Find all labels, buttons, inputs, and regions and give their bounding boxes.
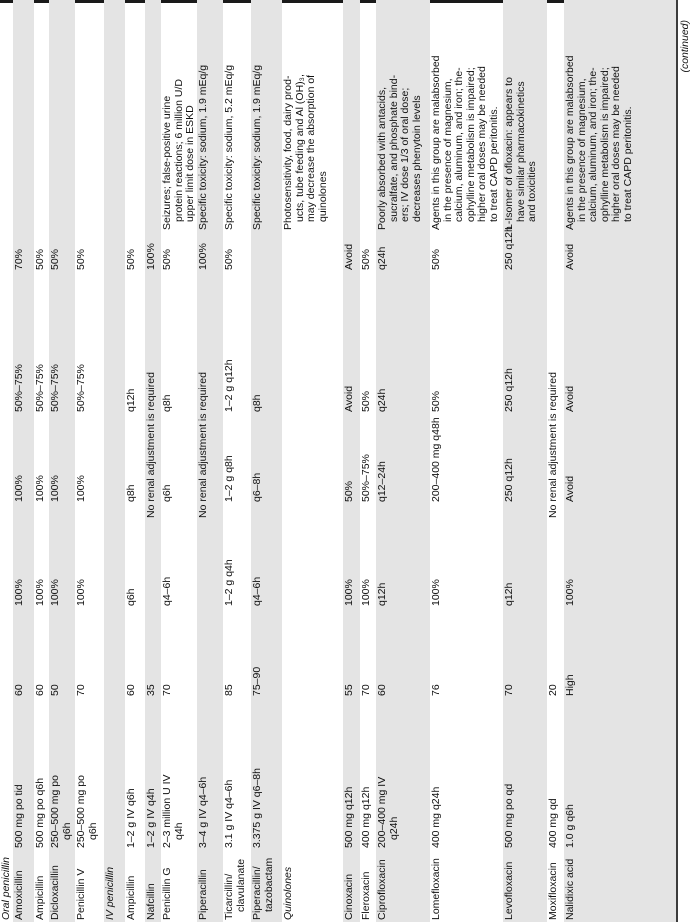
renal-excretion-cell: 60 <box>125 684 137 696</box>
cell-line: Ticarcillin/ <box>223 873 235 920</box>
adjust-col1-cell: q6h <box>125 588 137 606</box>
cell-line: 400 mg qd <box>547 798 559 848</box>
drug-row-ampicillin-oral <box>34 0 49 922</box>
adjust-col4-cell: q24h <box>376 246 388 270</box>
adjust-col4-cell: 250 q12h <box>503 226 515 270</box>
cell-line: q6h <box>60 822 73 840</box>
cell-line: Penicillin G <box>161 867 173 920</box>
dose-cell <box>35 778 47 848</box>
cell-line: Ciprofloxacin <box>376 859 388 920</box>
cell-line: higher oral doses may be needed <box>476 66 488 222</box>
adjust-col2-cell: 100% <box>75 475 87 502</box>
cell-line: Dicloxacillin <box>49 865 61 920</box>
renal-excretion-cell: 70 <box>360 684 372 696</box>
cell-line: 1–2 g IV q6h <box>125 788 137 848</box>
adjust-col1-cell: 100% <box>13 579 25 606</box>
adjust-col3-cell: 50%–75% <box>75 364 87 412</box>
section-header <box>283 867 295 920</box>
cell-line: Specific toxicity: sodium, 1.9 mEq/g <box>197 64 209 230</box>
cell-line: quinolones <box>316 171 329 222</box>
adjust-col2-cell: 100% <box>34 475 46 502</box>
adjust-col4-cell: 50% <box>75 248 87 270</box>
drug-name <box>146 883 158 920</box>
cell-line: Nalidixic acid <box>564 858 576 920</box>
dose-cell <box>198 777 210 848</box>
cell-line: to treat CAPD peritonitis. <box>621 106 634 222</box>
adjust-col4-cell: 50% <box>223 248 235 270</box>
cell-line: 250–500 mg po <box>75 775 87 848</box>
dose-cell <box>14 784 26 848</box>
adjust-col2-cell: q6–8h <box>251 472 263 502</box>
cell-line: upper limit dose in ESKD <box>184 105 196 222</box>
adjust-col1-cell: 100% <box>49 579 61 606</box>
renal-excretion-cell: 70 <box>161 684 173 696</box>
dose-cell <box>126 788 138 848</box>
cell-line: 500 mg q12h <box>343 786 355 848</box>
renal-excretion-cell: 20 <box>547 684 559 696</box>
dose-cell <box>361 787 373 848</box>
cell-line: in the presence of magnesium, <box>575 78 588 222</box>
adjust-col4-cell: Avoid <box>343 243 355 270</box>
adjust-col3-cell: 50% <box>430 390 442 412</box>
no-adjustment-span-cell: No renal adjustment is required <box>547 372 559 518</box>
cell-line: 250–500 mg po <box>49 775 61 848</box>
drug-name <box>377 859 389 920</box>
cell-line: calcium, aluminum, and iron; the- <box>453 67 465 222</box>
dose-cell <box>162 774 185 848</box>
cell-line: Moxifloxacin <box>547 862 559 920</box>
dose-cell <box>504 784 516 848</box>
cell-line: to treat CAPD peritonitis. <box>487 106 500 222</box>
cell-line: q24h <box>387 816 400 840</box>
section-row-iv-penicillin <box>104 0 125 922</box>
adjust-col2-cell: 100% <box>49 475 61 502</box>
cell-line: Ampicillin <box>34 875 46 920</box>
drug-row-amoxicillin <box>13 0 34 922</box>
adjust-col3-cell: q24h <box>376 388 388 412</box>
adjust-col1-cell: 100% <box>75 579 87 606</box>
section-header <box>1 857 13 920</box>
cell-line: protein reactions; 6 million U/D <box>172 79 185 222</box>
cell-line: L-Isomer of ofloxacin: appears to <box>503 77 515 230</box>
adjust-col3-cell: Avoid <box>564 385 576 412</box>
renal-excretion-cell: 60 <box>376 684 388 696</box>
cell-line: 2–3 million U IV <box>161 774 173 848</box>
drug-row-fleroxacin <box>360 0 376 922</box>
renal-excretion-cell: 70 <box>75 684 87 696</box>
cell-line: Specific toxicity: sodium, 5.2 mEq/g <box>223 64 235 230</box>
drug-row-ampicillin-iv <box>125 0 145 922</box>
cell-line: ers; IV dose 1/3 of oral dose; <box>399 87 411 222</box>
adjust-col4-cell: 50% <box>34 248 46 270</box>
section-row-quinolones <box>282 0 343 922</box>
cell-line: Fleroxacin <box>360 871 372 920</box>
adjust-col2-cell: 50% <box>343 480 355 502</box>
renal-excretion-cell: 75–90 <box>251 666 263 696</box>
cell-line: Piperacillin/ <box>251 866 263 920</box>
adjust-col3-cell: Avoid <box>343 385 355 412</box>
adjust-col4-cell: 50% <box>125 248 137 270</box>
comment-cell <box>224 65 236 230</box>
comment-cell <box>431 55 500 230</box>
drug-name <box>76 869 88 920</box>
adjust-col4-cell: Avoid <box>564 243 576 270</box>
drug-name <box>14 870 26 920</box>
adjust-col1-cell: q4–6h <box>161 576 173 606</box>
adjust-col4-cell: 50% <box>49 248 61 270</box>
drug-name <box>344 874 356 920</box>
adjust-col3-cell: 250 q12h <box>503 368 515 412</box>
cell-line: ucts, tube feeding and Al (OH)₃, <box>293 74 306 222</box>
cell-line: Oral penicillin <box>0 856 12 920</box>
cell-line: Amoxicillin <box>13 870 25 920</box>
cell-line: in the presence of magnesium, <box>441 78 454 222</box>
drug-row-penicillin-v <box>75 0 104 922</box>
section-header <box>105 867 117 920</box>
cell-line: Agents in this group are malabsorbed <box>430 55 442 230</box>
cell-line: clavulanate <box>234 858 247 912</box>
cell-line: ophylline metabolism is impaired; <box>598 67 611 222</box>
cell-line: IV penicillin <box>104 866 116 920</box>
cell-line: Agents in this group are malabsorbed <box>564 55 576 230</box>
adjust-col1-cell: 1–2 g q4h <box>223 559 235 606</box>
cell-line: sucralfate, and phosphate bind- <box>387 74 400 222</box>
cell-line: 200–400 mg IV <box>376 776 388 848</box>
cell-line: Seizures; false-positive urine <box>161 95 173 230</box>
adjust-col2-cell: q12–24h <box>376 461 388 502</box>
drug-name <box>126 876 138 920</box>
cell-line: tazobactam <box>262 857 275 912</box>
renal-excretion-cell: High <box>564 674 576 696</box>
adjust-col2-cell: 200–400 mg q48h <box>430 417 442 502</box>
comment-cell <box>565 55 634 230</box>
adjust-col4-cell: 70% <box>13 248 25 270</box>
renal-excretion-cell: 55 <box>343 684 355 696</box>
dose-cell <box>76 775 99 848</box>
drug-name <box>361 872 373 920</box>
no-adjustment-span-cell: No renal adjustment is required <box>197 372 209 518</box>
drug-row-levofloxacin <box>503 0 547 922</box>
adjust-col3-cell: 50%–75% <box>49 364 61 412</box>
renal-excretion-cell: 76 <box>430 684 442 696</box>
cell-line: 400 mg q24h <box>430 786 442 848</box>
cell-line: may decrease the absorption of <box>305 74 317 222</box>
cell-line: 3–4 g IV q4–6h <box>197 776 209 848</box>
adjust-col2-cell: 100% <box>13 475 25 502</box>
dose-cell <box>548 798 560 848</box>
renal-excretion-cell: 35 <box>145 684 157 696</box>
comment-cell <box>198 65 210 230</box>
adjust-col1-cell: 100% <box>360 579 372 606</box>
drug-row-piperacillin-tazobactam <box>251 0 282 922</box>
comment-cell <box>162 79 197 230</box>
adjust-col2-cell: 50%–75% <box>360 454 372 502</box>
cell-line: q4h <box>172 822 185 840</box>
comment-cell <box>283 74 329 230</box>
adjust-col1-cell: q4–6h <box>251 576 263 606</box>
adjust-col1-cell: 100% <box>34 579 46 606</box>
cell-line: decreases phenytoin levels <box>410 95 423 222</box>
dose-cell <box>50 775 73 848</box>
adjust-col3-cell: q12h <box>125 388 137 412</box>
adjust-col2-cell: 1–2 g q8h <box>223 455 235 502</box>
cell-line: Specific toxicity: sodium, 1.9 mEq/g <box>251 64 263 230</box>
cell-line: Quinolones <box>282 866 294 920</box>
dose-cell <box>252 768 264 848</box>
cell-line: Penicillin V <box>75 868 87 920</box>
cell-line: have similar pharmacokinetics <box>514 81 527 222</box>
no-adjustment-span-cell: No renal adjustment is required <box>145 372 157 518</box>
cell-line: 1.0 g q6h <box>564 804 576 848</box>
adjust-col4-cell: 50% <box>430 248 442 270</box>
drug-row-nalidixic-acid <box>564 0 676 922</box>
drug-row-ciprofloxacin <box>376 0 430 922</box>
comment-cell <box>504 77 539 230</box>
renal-excretion-cell: 60 <box>34 684 46 696</box>
cell-line: 500 mg po qd <box>503 783 515 848</box>
drug-row-piperacillin <box>197 0 223 922</box>
drug-row-lomefloxacin <box>430 0 503 922</box>
renal-excretion-cell: 50 <box>49 684 61 696</box>
drug-name <box>504 862 516 920</box>
drug-name <box>565 859 577 920</box>
cell-line: Nafcillin <box>145 883 157 920</box>
renal-excretion-cell: 85 <box>223 684 235 696</box>
drug-name <box>431 858 443 920</box>
cell-line: 500 mg po tid <box>13 784 25 848</box>
adjust-col3-cell: q8h <box>161 394 173 412</box>
comment-cell <box>252 65 264 230</box>
cell-line: higher oral doses may be needed <box>610 66 622 222</box>
cell-line: 400 mg q12h <box>360 786 372 848</box>
cell-line: 3.1 g IV q4–6h <box>223 779 235 848</box>
drug-name <box>224 859 247 920</box>
adjust-col2-cell: Avoid <box>564 475 576 502</box>
cell-line: 1–2 g IV q4h <box>145 788 157 848</box>
adjust-col1-cell: q12h <box>376 582 388 606</box>
adjust-col3-cell: 50%–75% <box>13 364 25 412</box>
adjust-col1-cell: 100% <box>430 579 442 606</box>
adjust-col2-cell: q6h <box>161 484 173 502</box>
dose-cell <box>431 787 443 848</box>
cell-line: Photosensitivity, food, dairy prod- <box>282 75 294 230</box>
adjust-col3-cell: 1–2 g q12h <box>223 359 235 412</box>
adjust-col4-cell: 50% <box>161 248 173 270</box>
cell-line: Poorly absorbed with antacids, <box>376 87 388 230</box>
dose-cell <box>344 787 356 848</box>
continued-label: (continued) <box>679 20 691 73</box>
drug-name <box>35 876 47 920</box>
section-row-oral-penicillin <box>0 0 13 922</box>
cell-line: q6h <box>86 822 99 840</box>
cell-line: 3.375 g IV q6–8h <box>251 768 263 848</box>
dose-cell <box>377 777 400 848</box>
renal-excretion-cell: 70 <box>503 684 515 696</box>
cell-line: Piperacillin <box>197 869 209 920</box>
cell-line: and toxicities <box>526 161 538 222</box>
cell-line: ophylline metabolism is impaired; <box>464 67 477 222</box>
drug-name <box>548 862 560 920</box>
renal-excretion-cell: 60 <box>13 684 25 696</box>
drug-row-penicillin-g <box>161 0 197 922</box>
adjust-col3-cell: 50%–75% <box>34 364 46 412</box>
cell-line: Lomefloxacin <box>430 858 442 920</box>
adjust-col2-cell: 250 q12h <box>503 458 515 502</box>
adjust-col3-cell: q8h <box>251 394 263 412</box>
dose-cell <box>146 788 158 848</box>
drug-row-nafcillin <box>145 0 161 922</box>
drug-name <box>50 865 62 920</box>
adjust-col3-cell: 50% <box>360 390 372 412</box>
drug-name <box>162 867 174 920</box>
adjust-col1-cell: q12h <box>503 582 515 606</box>
drug-name <box>252 858 275 920</box>
dose-cell <box>565 804 577 848</box>
drug-row-moxifloxacin <box>547 0 564 922</box>
drug-row-ticarcillin-clavulanate <box>223 0 251 922</box>
cell-line: 500 mg po q6h <box>34 777 46 848</box>
drug-name <box>198 869 210 920</box>
drug-row-dicloxacillin <box>49 0 75 922</box>
drug-row-cinoxacin <box>343 0 360 922</box>
adjust-col2-cell: q8h <box>125 484 137 502</box>
comment-cell <box>377 75 423 230</box>
cell-line: Ampicillin <box>125 875 137 920</box>
adjust-col4-cell: 100% <box>145 243 157 270</box>
adjust-col1-cell: 100% <box>564 579 576 606</box>
adjust-col4-cell: 50% <box>360 248 372 270</box>
cell-line: Levofloxacin <box>503 861 515 920</box>
cell-line: Cinoxacin <box>343 873 355 920</box>
cell-line: calcium, aluminum, and iron; the- <box>587 67 599 222</box>
adjust-col1-cell: 100% <box>343 579 355 606</box>
dose-cell <box>224 780 236 848</box>
adjust-col4-cell: 100% <box>197 243 209 270</box>
